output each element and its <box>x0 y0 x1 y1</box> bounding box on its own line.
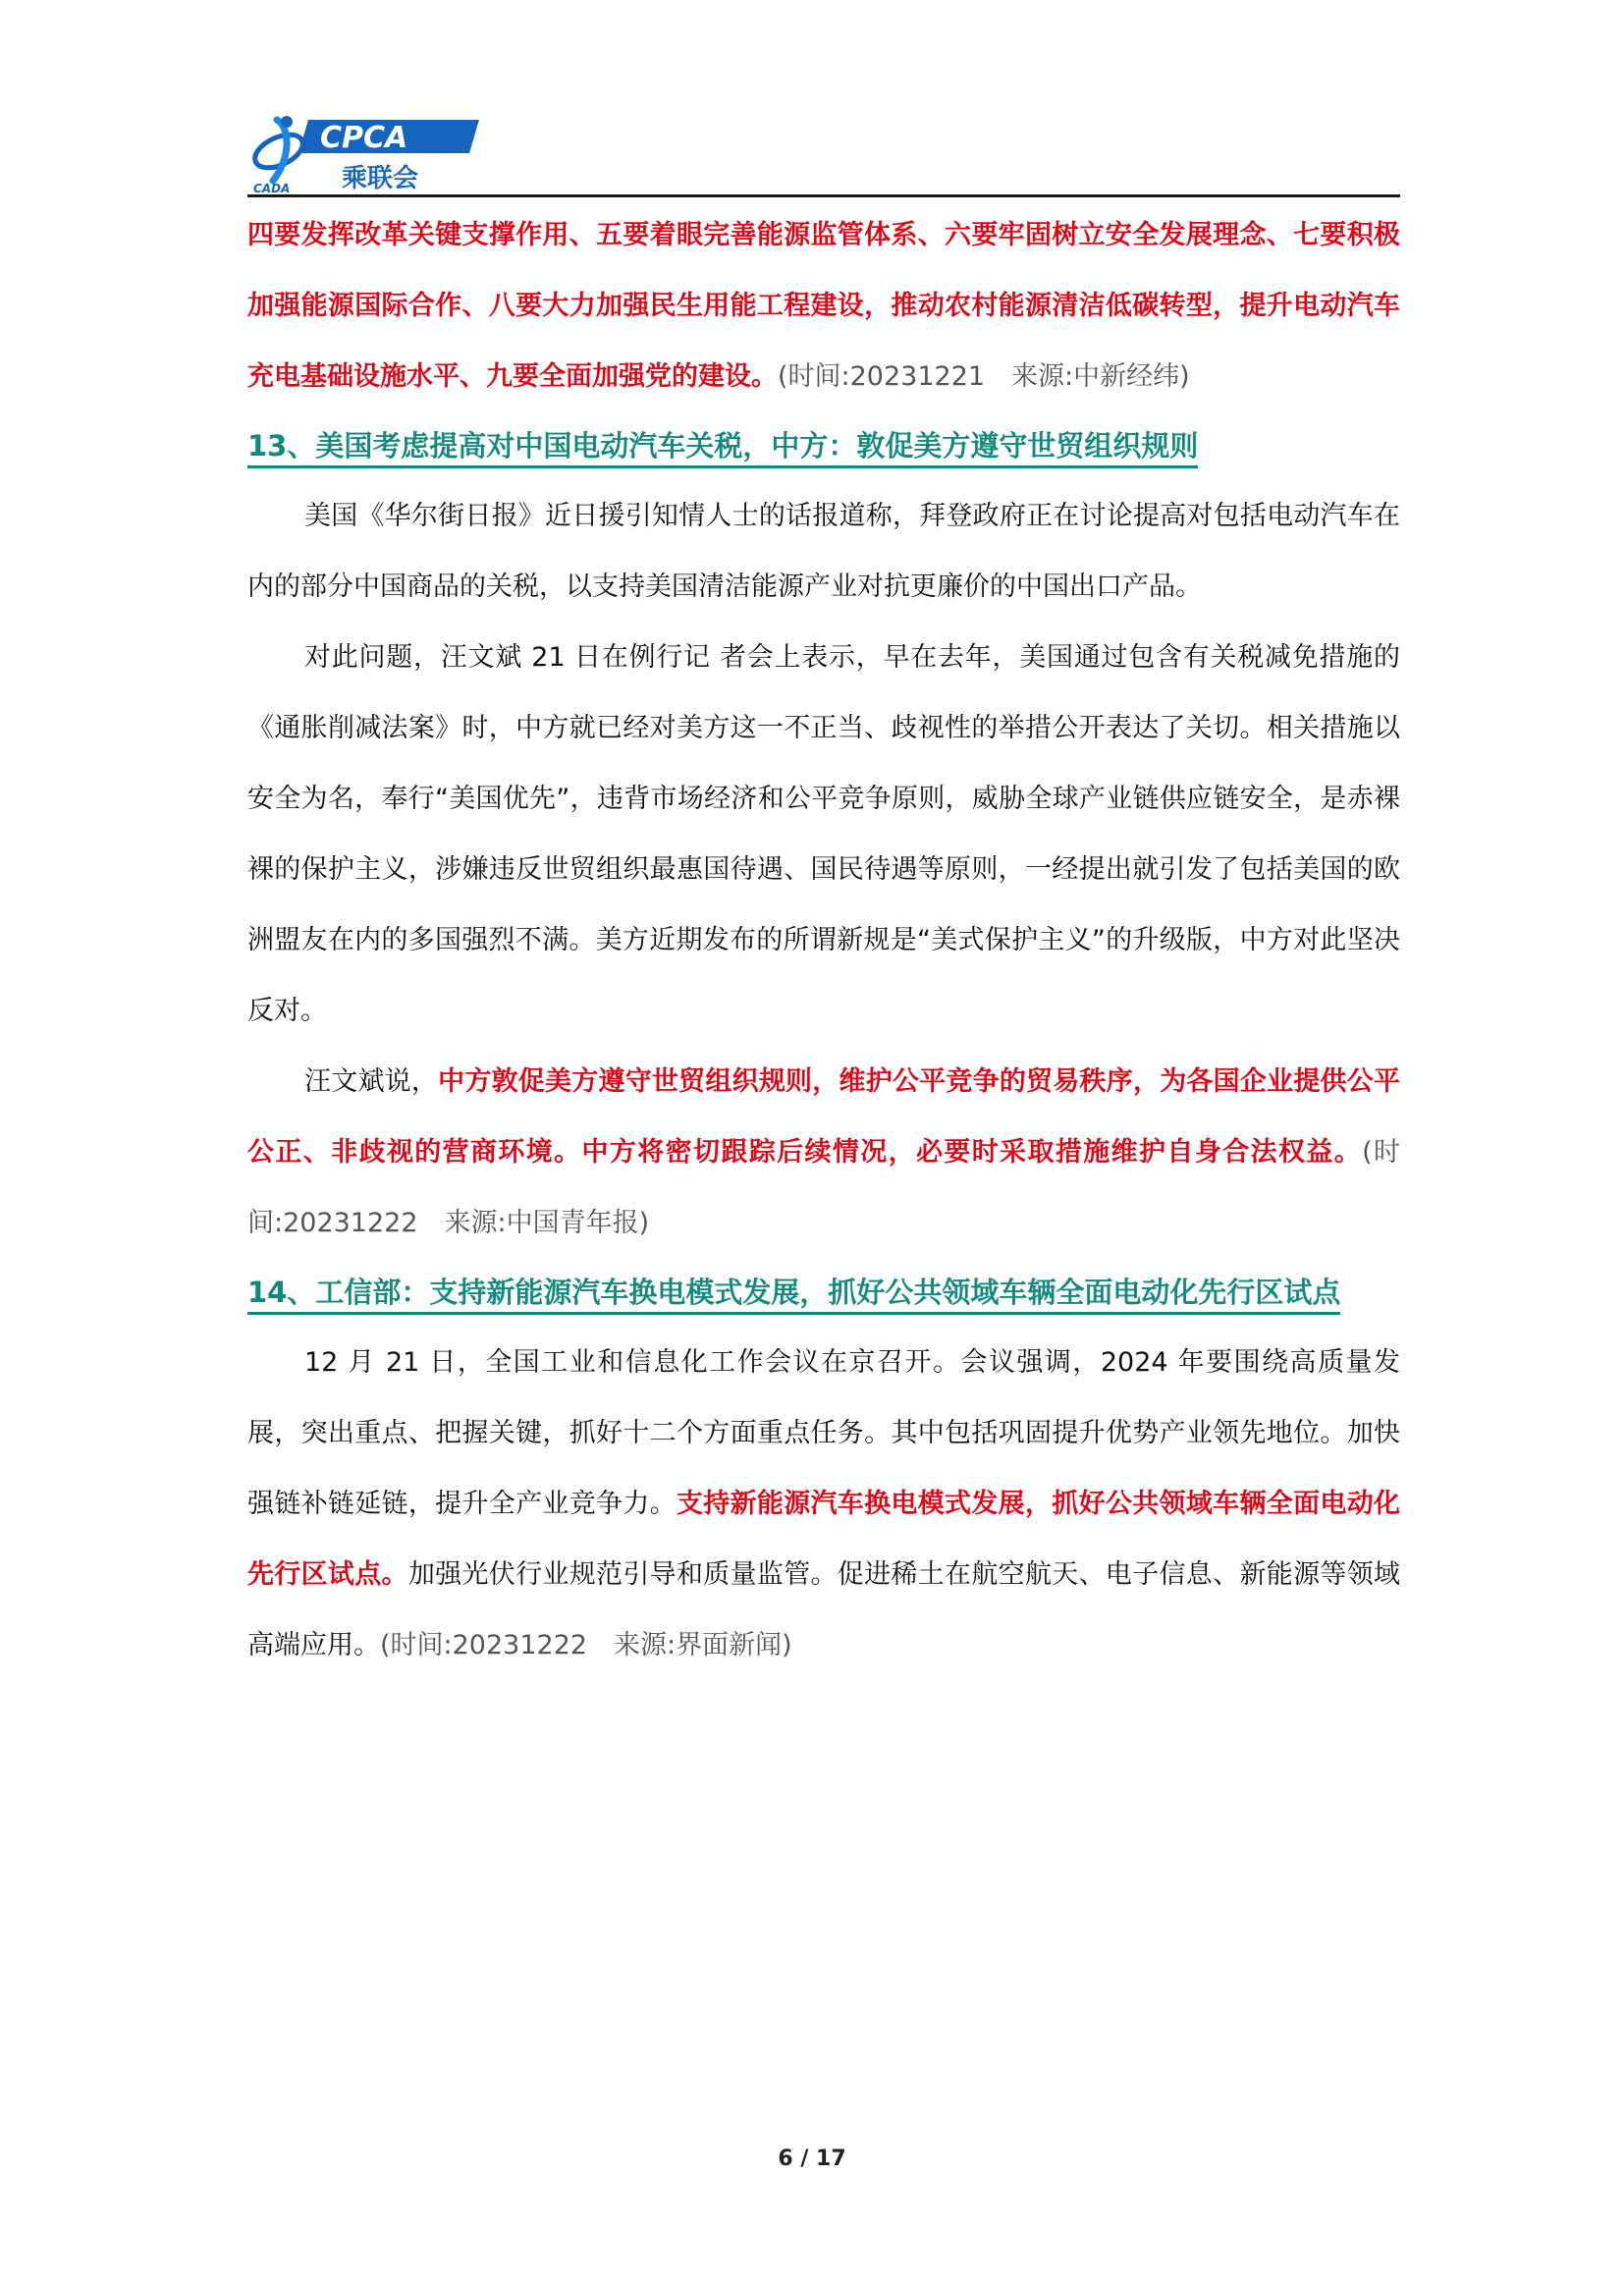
section-13-lead: 汪文斌说， <box>304 1066 439 1097</box>
section-13-paragraph-1: 美国《华尔街日报》近日援引知情人士的话报道称，拜登政府正在讨论提高对包括电动汽车在内的部分中国商品的关税，以支持美国清洁能源产业对抗更廉价的中国出口产品。 <box>247 501 1400 602</box>
page-number: 6 / 17 <box>778 2147 846 2171</box>
section-13-paragraph-2: 对此问题，汪文斌 21 日在例行记 者会上表示，早在去年，美国通过包含有关税减免措施的《通胀削减法案》时，中方就已经对美方这一不正当、歧视性的举措公开表达了关切。相关措施以安全为名，奉行“美国优先”，违背市场经济和公平竞争原则，威胁全球产业链供应链安全，是赤裸裸的保护主义，涉嫌违反世贸组织最惠国待遇、国民待遇等原则，一经提出就引发了包括美国的欧洲盟友在内的多国强烈不满。美方近期发布的所谓新规是“美式保护主义”的升级版，中方对此坚决反对。 <box>247 642 1400 1026</box>
section-13-heading: 13、美国考虑提高对中国电动汽车关税，中方：敦促美方遵守世贸组织规则 <box>247 416 1400 475</box>
svg-text:CPCA: CPCA <box>320 121 408 155</box>
section-13-highlight: 中方敦促美方遵守世贸组织规则，维护公平竞争的贸易秩序，为各国企业提供公平公正、非歧视的营商环境。中方将密切跟踪后续情况，必要时采取措施维护自身合法权益。 <box>247 1066 1400 1168</box>
header-divider <box>247 194 1400 197</box>
section-14-text-a: 12 月 21 日，全国工业和信息化工作会议在京召开。会议强调，2024 年要围绕高质量发展，突出重点、把握关键，抓好十二个方面重点任务。其中包括巩固提升优势产业领先地位。加快强链补链延链，提升全产业竞争力。 <box>247 1347 1400 1519</box>
cpca-logo <box>247 110 483 196</box>
section-13-meta: (时间:20231222 来源:中国青年报) <box>247 1137 1400 1238</box>
article-body <box>247 200 1400 1681</box>
svg-text:乘联会: 乘联会 <box>342 164 419 193</box>
section-14-meta: (时间:20231222 来源:界面新闻) <box>380 1630 792 1660</box>
section-13-paragraph-3 <box>247 1047 1400 1259</box>
intro-highlight: 四要发挥改革关键支撑作用、五要着眼完善能源监管体系、六要牢固树立安全发展理念、七要积极加强能源国际合作、八要大力加强民生用能工程建设，推动农村能源清洁低碳转型，提升电动汽车充电基础设施水平、九要全面加强党的建设。 <box>247 220 1400 392</box>
section-14-highlight: 支持新能源汽车换电模式发展，抓好公共领域车辆全面电动化先行区试点。 <box>247 1489 1400 1590</box>
page-header <box>247 110 1400 198</box>
svg-text:CADA: CADA <box>253 182 291 195</box>
section-14-heading: 14、工信部：支持新能源汽车换电模式发展，抓好公共领域车辆全面电动化先行区试点 <box>247 1263 1400 1322</box>
intro-meta: (时间:20231221 来源:中新经纬) <box>778 361 1190 392</box>
section-14-text-b: 加强光伏行业规范引导和质量监管。促进稀土在航空航天、电子信息、新能源等领域高端应用。 <box>247 1559 1401 1660</box>
intro-paragraph <box>247 200 1400 412</box>
section-14-paragraph-1 <box>247 1328 1400 1681</box>
